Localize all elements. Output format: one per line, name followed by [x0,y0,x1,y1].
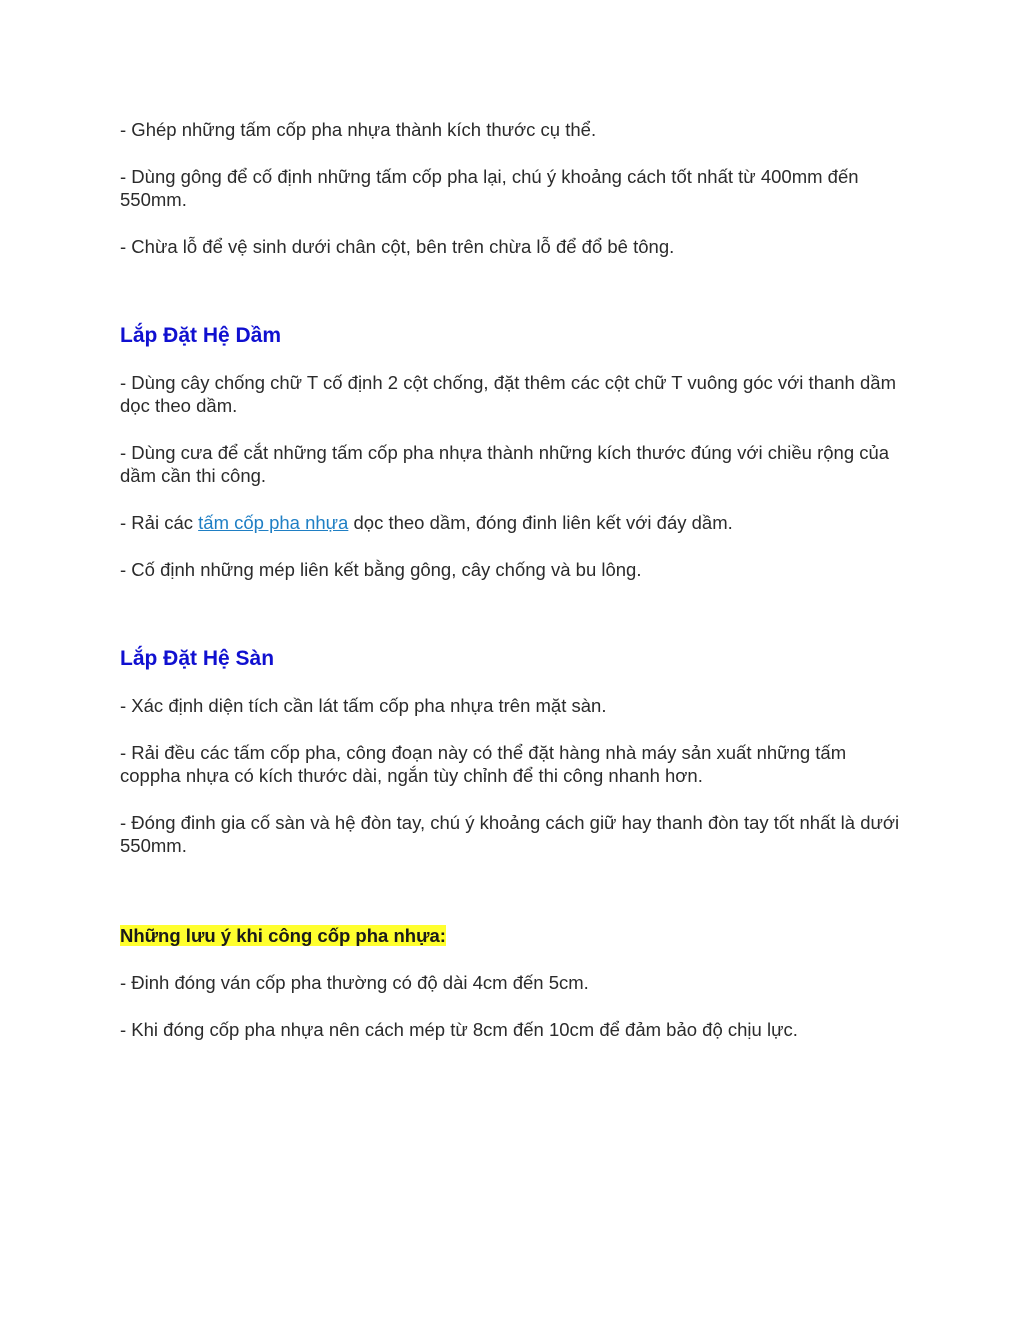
dam-paragraph-3 [120,511,910,534]
intro-paragraph-3: - Chừa lỗ để vệ sinh dưới chân cột, bên trên chừa lỗ để đổ bê tông. [120,236,675,257]
section-heading-san: Lắp Đặt Hệ Sàn [120,647,275,670]
dam-paragraph-4: - Cố định những mép liên kết bằng gông, cây chống và bu lông. [120,559,642,580]
dam-paragraph-2: - Dùng cưa để cắt những tấm cốp pha nhựa thành những kích thước đúng với chiều rộng của dầm cần thi công. [120,442,890,486]
san-paragraph-3: - Đóng đinh gia cố sàn và hệ đòn tay, chú ý khoảng cách giữ hay thanh đòn tay tốt nhất là dưới 550mm. [120,812,900,856]
notes-heading [120,924,910,947]
san-paragraph-1: - Xác định diện tích cần lát tấm cốp pha nhựa trên mặt sàn. [120,695,607,716]
intro-paragraph-2: - Dùng gông để cố định những tấm cốp pha lại, chú ý khoảng cách tốt nhất từ 400mm đến 550mm. [120,166,859,210]
dam-paragraph-3-suffix: dọc theo dầm, đóng đinh liên kết với đáy dầm. [348,512,733,533]
document-page [120,118,910,1041]
notes-paragraph-2: - Khi đóng cốp pha nhựa nên cách mép từ 8cm đến 10cm để đảm bảo độ chịu lực. [120,1019,798,1040]
notes-heading-highlight: Những lưu ý khi công cốp pha nhựa: [120,925,446,946]
dam-paragraph-1: - Dùng cây chống chữ T cố định 2 cột chống, đặt thêm các cột chữ T vuông góc với thanh dầm dọc theo dầm. [120,372,896,416]
intro-paragraph-1: - Ghép những tấm cốp pha nhựa thành kích thước cụ thể. [120,119,597,140]
san-paragraph-2: - Rải đều các tấm cốp pha, công đoạn này có thể đặt hàng nhà máy sản xuất những tấm coppha nhựa có kích thước dài, ngắn tùy chỉnh để thi công nhanh hơn. [120,742,847,786]
section-heading-dam: Lắp Đặt Hệ Dầm [120,324,282,347]
notes-paragraph-1: - Đinh đóng ván cốp pha thường có độ dài 4cm đến 5cm. [120,972,589,993]
link-tam-cop-pha-nhua[interactable]: tấm cốp pha nhựa [198,512,349,533]
dam-paragraph-3-prefix: - Rải các [120,512,199,533]
